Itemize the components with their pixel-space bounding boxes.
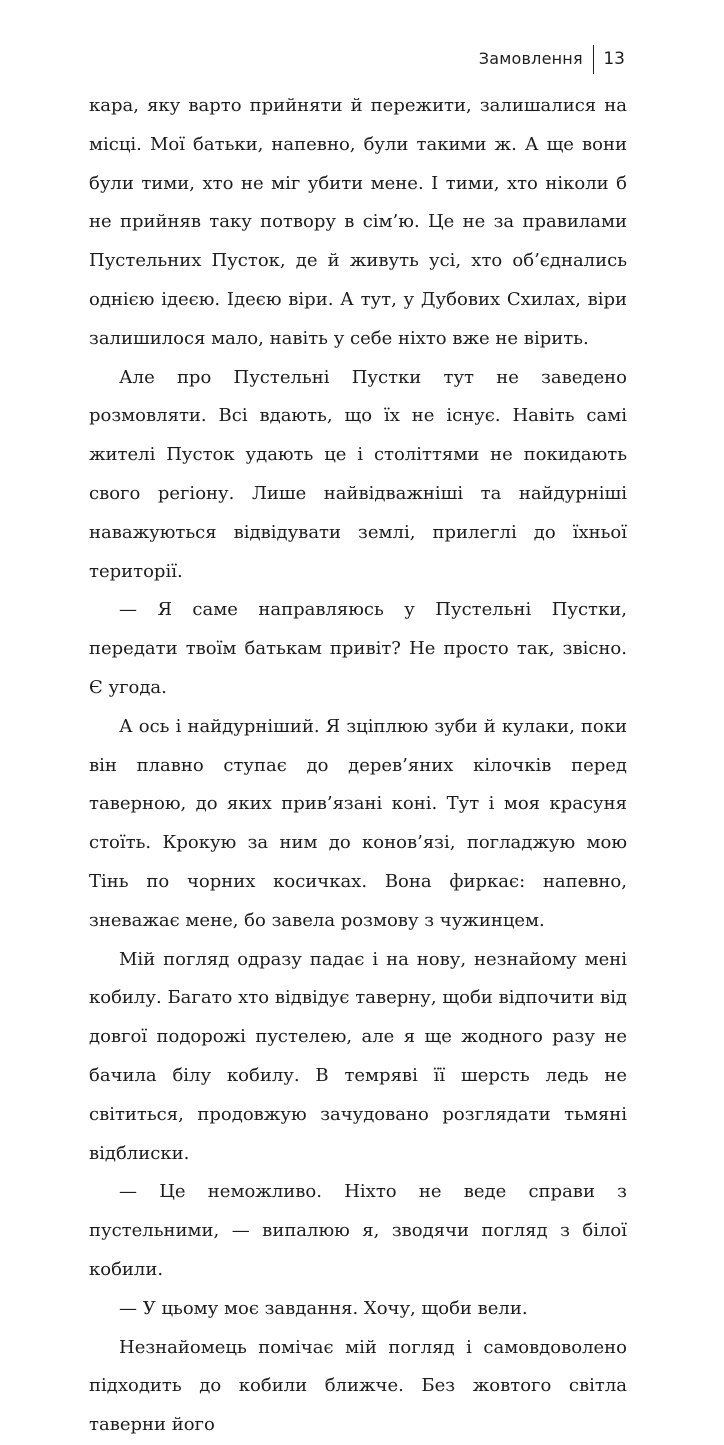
page-number: 13 — [603, 49, 625, 69]
paragraph: Незнайомець помічає мій погляд і самовдоволено підходить до кобили ближче. Без жовтого світла таверни його — [89, 1336, 627, 1436]
chapter-title: Замовлення — [478, 49, 583, 68]
header-divider — [593, 45, 595, 74]
dialogue-paragraph: — Я саме направляюсь у Пустельні Пустки, передати твоїм батькам привіт? Не просто так, звісно. Є угода. — [89, 599, 627, 698]
dialogue-paragraph: — У цьому моє завдання. Хочу, щоби вели. — [119, 1297, 528, 1319]
paragraph: А ось і найдурніший. Я зціплюю зуби й кулаки, поки він плавно ступає до дерев’яних кілочків перед таверною, до яких прив’язані коні. Тут і моя красуня стоїть. Крокую за ним до конов’язі, погладжую мою Тінь по чорних косичках. Вона фиркає: напевно, зневажає мене, бо завела розмову з чужинцем. — [89, 715, 627, 931]
running-header — [479, 43, 625, 75]
paragraph: кара, яку варто прийняти й пережити, залишалися на місці. Мої батьки, напевно, були такими ж. А ще вони були тими, хто не міг убити мене. І тими, хто ніколи б не прийняв таку потвору в сім’ю. Це не за правилами Пустельних Пусток, де й живуть усі, хто об’єднались однією ідеєю. Ідеєю віри. А тут, у Дубових Схилах, віри залишилося мало, навіть у себе ніхто вже не вірить. — [89, 95, 627, 349]
dialogue-paragraph: — Це неможливо. Ніхто не веде справи з пустельними, — випалюю я, зводячи погляд з білої кобили. — [89, 1181, 627, 1280]
paragraph: Але про Пустельні Пустки тут не заведено розмовляти. Всі вдають, що їх не існує. Навіть самі жителі Пусток удають це і століттями не покидають свого регіону. Лише найвідважніші та найдурніші наважуються відвідувати землі, прилеглі до їхньої території. — [89, 366, 627, 582]
body-text — [89, 87, 627, 1445]
paragraph: Мій погляд одразу падає і на нову, незнайому мені кобилу. Багато хто відвідує таверну, щоби відпочити від довгої подорожі пустелею, але я ще жодного разу не бачила білу кобилу. В темряві її шерсть ледь не світиться, продовжую зачудовано розглядати тьмяні відблиски. — [89, 948, 627, 1164]
